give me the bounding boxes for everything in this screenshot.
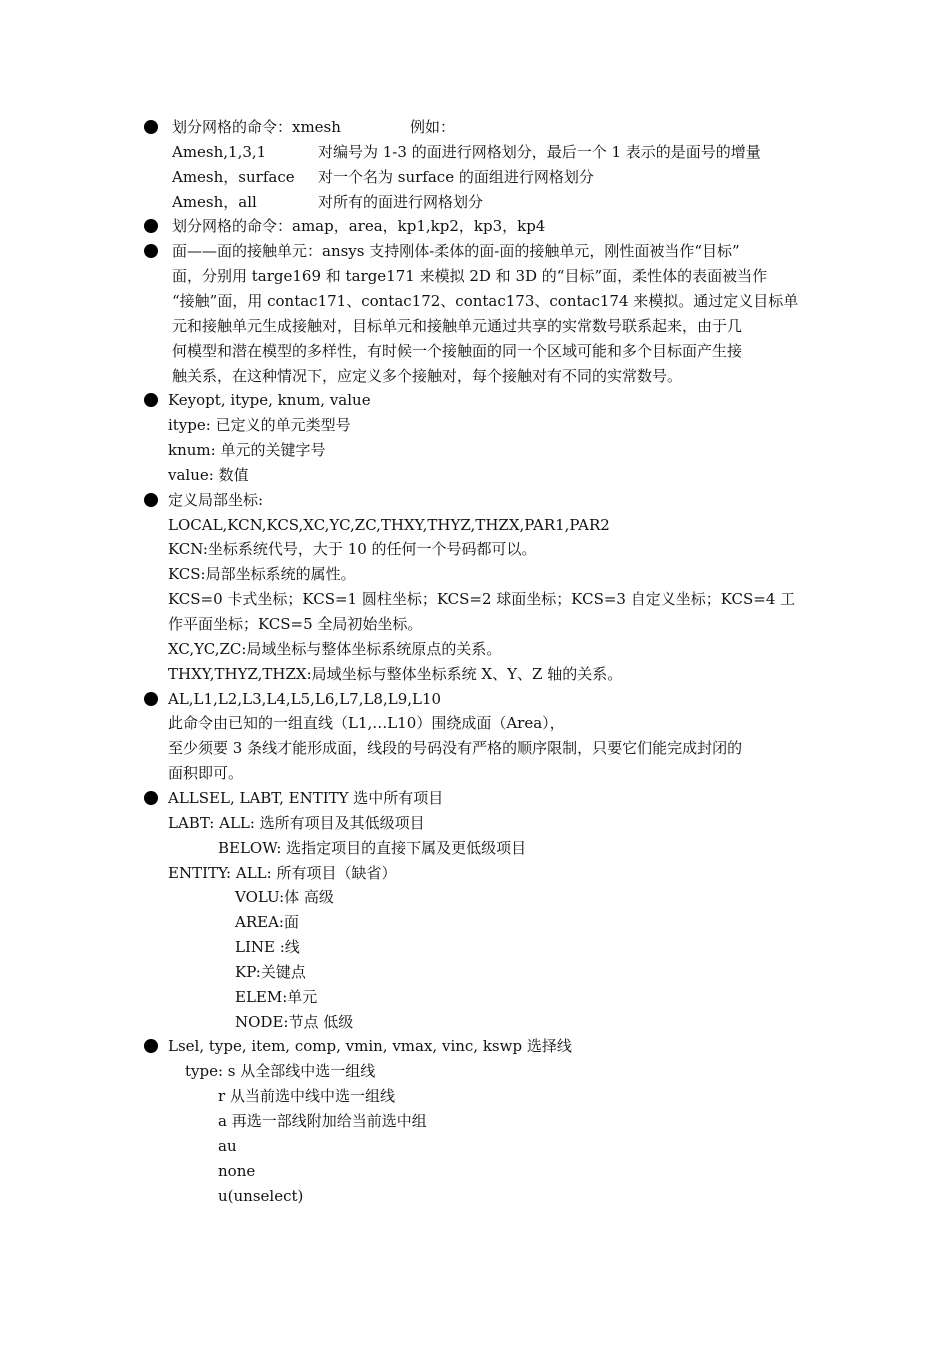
line-text: KCS=0 卡式坐标；KCS=1 圆柱坐标；KCS=2 球面坐标；KCS=3 自定义坐标；KCS=4 工 — [168, 590, 796, 609]
text-line — [0, 438, 950, 462]
line-text: BELOW: 选指定项目的直接下属及更低级项目 — [218, 838, 527, 857]
line-text: 对所有的面进行网格划分 — [318, 192, 484, 211]
line-text: KCS:局部坐标系统的属性。 — [168, 565, 356, 584]
line-text: 对一个名为 surface 的面组进行网格划分 — [318, 167, 594, 186]
bullet-icon — [144, 120, 158, 134]
text-line — [0, 761, 950, 785]
text-line — [0, 264, 950, 288]
line-text: Amesh,1,3,1 — [172, 142, 267, 161]
text-line — [0, 239, 950, 263]
text-line — [0, 289, 950, 313]
line-text: a 再选一部线附加给当前选中组 — [218, 1112, 427, 1130]
line-text: 划分网格的命令：xmesh — [172, 118, 341, 136]
text-line — [0, 861, 950, 885]
text-line — [0, 562, 950, 586]
line-text: KCN:坐标系统代号，大于 10 的任何一个号码都可以。 — [168, 540, 537, 559]
text-line — [0, 115, 950, 139]
text-line — [0, 1059, 950, 1083]
text-line — [0, 786, 950, 810]
line-text: u(unselect) — [218, 1186, 304, 1205]
text-line — [0, 463, 950, 487]
text-line — [0, 214, 950, 238]
text-line — [0, 1109, 950, 1133]
text-line — [0, 140, 950, 164]
line-text: LOCAL,KCN,KCS,XC,YC,ZC,THXY,THYZ,THZX,PAR1,PAR2 — [168, 515, 610, 534]
text-line — [0, 885, 950, 909]
text-line — [0, 190, 950, 214]
line-text: VOLU:体 高级 — [235, 888, 334, 907]
text-line — [0, 1134, 950, 1158]
line-text: 作平面坐标；KCS=5 全局初始坐标。 — [168, 615, 423, 633]
line-text: KP:关键点 — [235, 962, 306, 981]
bullet-icon — [144, 219, 158, 233]
text-line — [0, 687, 950, 711]
bullet-icon — [144, 692, 158, 706]
line-text: 定义局部坐标: — [168, 490, 264, 509]
text-line — [0, 612, 950, 636]
text-line — [0, 314, 950, 338]
bullet-icon — [144, 244, 158, 258]
text-line — [0, 637, 950, 661]
line-text: Keyopt, itype, knum, value — [168, 391, 371, 410]
line-text: au — [218, 1136, 237, 1155]
text-line — [0, 364, 950, 388]
line-text: 何模型和潜在模型的多样性，有时候一个接触面的同一个区域可能和多个目标面产生接 — [172, 341, 743, 360]
line-text: 面积即可。 — [168, 764, 244, 783]
line-text: Amesh，surface — [172, 167, 295, 186]
text-line — [0, 488, 950, 512]
bullet-icon — [144, 393, 158, 407]
text-line — [0, 587, 950, 611]
line-text: 此命令由已知的一组直线（L1,…L10）围绕成面（Area）， — [168, 714, 565, 733]
line-text: ALLSEL, LABT, ENTITY 选中所有项目 — [168, 788, 444, 807]
text-line — [0, 1034, 950, 1058]
line-text: LABT: ALL: 选所有项目及其低级项目 — [168, 813, 425, 832]
line-text: XC,YC,ZC:局域坐标与整体坐标系统原点的关系。 — [168, 639, 502, 658]
text-line — [0, 388, 950, 412]
line-text: type: s 从全部线中选一组线 — [185, 1062, 376, 1081]
line-text: 元和接触单元生成接触对，目标单元和接触单元通过共享的实常数号联系起来，由于几 — [172, 316, 743, 335]
text-line — [0, 736, 950, 760]
line-text: value: 数值 — [168, 465, 249, 484]
text-line — [0, 1084, 950, 1108]
text-line — [0, 985, 950, 1009]
line-text: 至少须要 3 条线才能形成面，线段的号码没有严格的顺序限制，只要它们能完成封闭的 — [168, 739, 743, 758]
text-line — [0, 910, 950, 934]
line-text: 划分网格的命令：amap，area，kp1,kp2，kp3，kp4 — [172, 217, 546, 236]
line-text: none — [218, 1161, 256, 1180]
line-text: 对编号为 1-3 的面进行网格划分，最后一个 1 表示的是面号的增量 — [318, 142, 761, 161]
bullet-icon — [144, 791, 158, 805]
text-line — [0, 811, 950, 835]
text-line — [0, 165, 950, 189]
line-text: AL,L1,L2,L3,L4,L5,L6,L7,L8,L9,L10 — [168, 689, 442, 708]
text-line — [0, 339, 950, 363]
line-text: 面，分别用 targe169 和 targe171 来模拟 2D 和 3D 的“目标”面，柔性体的表面被当作 — [172, 267, 768, 286]
line-text: 面——面的接触单元：ansys 支持刚体-柔体的面-面的接触单元，刚性面被当作“目标” — [172, 242, 740, 261]
line-text: Amesh，all — [172, 192, 257, 211]
text-line — [0, 513, 950, 537]
text-line — [0, 1184, 950, 1208]
line-text: r 从当前选中线中选一组线 — [218, 1087, 395, 1106]
text-line — [0, 537, 950, 561]
text-line — [0, 711, 950, 735]
line-text: NODE:节点 低级 — [235, 1012, 354, 1031]
text-line — [0, 935, 950, 959]
line-text: knum: 单元的关键字号 — [168, 441, 326, 460]
text-line — [0, 836, 950, 860]
bullet-icon — [144, 493, 158, 507]
line-text: Lsel, type, item, comp, vmin, vmax, vinc, kswp 选择线 — [168, 1037, 572, 1056]
bullet-icon — [144, 1039, 158, 1053]
line-text: “接触”面，用 contac171、contac172、contac173、contac174 来模拟。通过定义目标单 — [172, 291, 799, 310]
line-text: THXY,THYZ,THZX:局域坐标与整体坐标系统 X、Y、Z 轴的关系。 — [168, 664, 623, 683]
line-text: 触关系，在这种情况下，应定义多个接触对，每个接触对有不同的实常数号。 — [172, 366, 683, 385]
text-line — [0, 662, 950, 686]
line-text: ELEM:单元 — [235, 987, 318, 1006]
text-line — [0, 413, 950, 437]
line-text: itype: 已定义的单元类型号 — [168, 416, 351, 435]
line-text: AREA:面 — [235, 913, 299, 932]
line-text: LINE :线 — [235, 938, 300, 957]
text-line — [0, 1010, 950, 1034]
text-line — [0, 1159, 950, 1183]
line-text: ENTITY: ALL: 所有项目（缺省） — [168, 863, 397, 882]
text-line — [0, 960, 950, 984]
line-text: 例如： — [410, 118, 456, 136]
